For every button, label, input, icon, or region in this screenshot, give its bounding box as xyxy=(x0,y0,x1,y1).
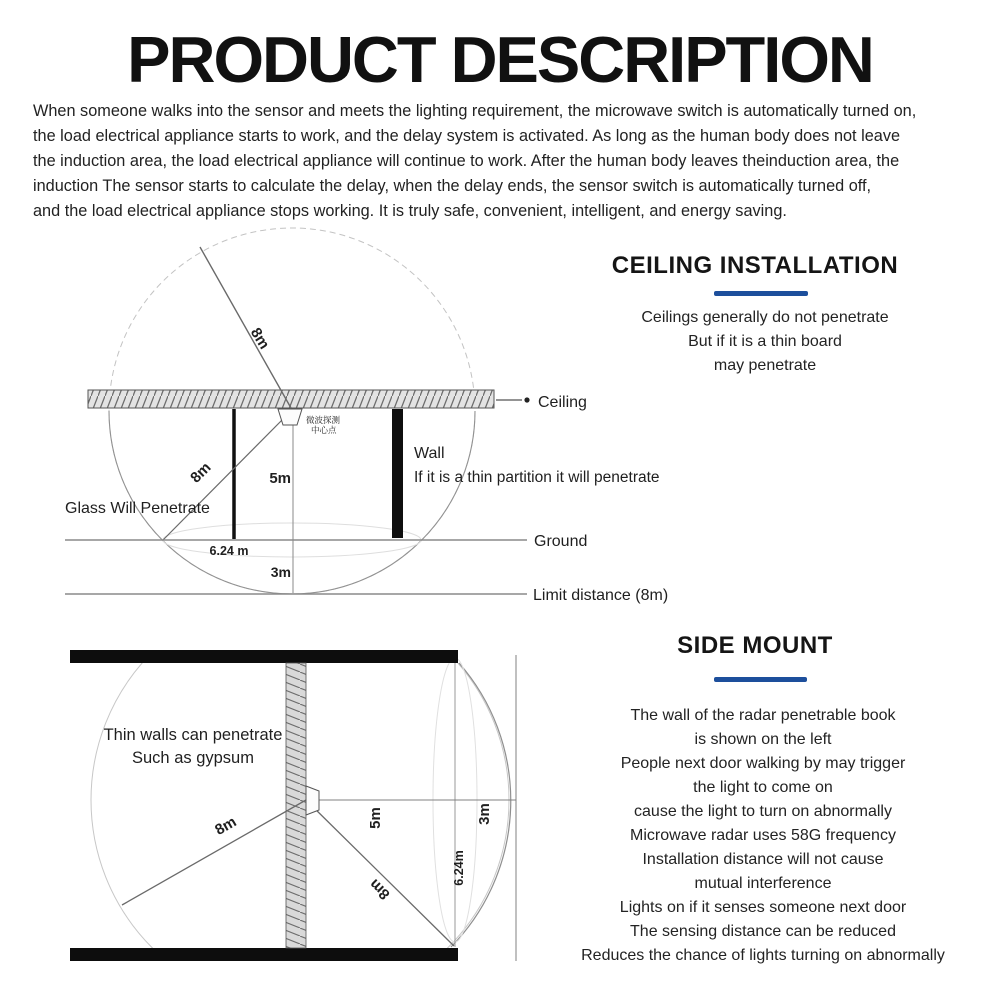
radius-8m-label: 8m xyxy=(246,324,273,353)
thin-wall-note: Thin walls can penetrate xyxy=(103,726,283,744)
ceiling-heading-underline xyxy=(714,291,808,296)
top-slab xyxy=(70,650,458,663)
side-text-line: cause the light to turn on abnormally xyxy=(634,803,892,820)
bottom-slab xyxy=(70,948,458,961)
glass-label: Glass Will Penetrate xyxy=(65,500,210,517)
wall-label: Wall xyxy=(414,445,445,462)
sensor-icon xyxy=(306,786,319,815)
intro-line: induction The sensor starts to calculate the delay, when the delay ends, the sensor switch is automatically turned off, xyxy=(33,177,872,195)
side-mount-diagram xyxy=(0,640,720,1000)
ceiling-section-heading: CEILING INSTALLATION xyxy=(611,252,899,279)
side-text-line: The wall of the radar penetrable book xyxy=(630,707,896,724)
height-5m-label: 5m xyxy=(367,807,384,829)
side-text-line: Microwave radar uses 58G frequency xyxy=(630,827,896,844)
side-section-heading: SIDE MOUNT xyxy=(677,632,833,659)
intro-line: the induction area, the load electrical appliance will continue to work. After the human body leaves theinduction area, the xyxy=(33,152,900,170)
wall-note: If it is a thin partition it will penetrate xyxy=(414,469,660,486)
intro-line: the load electrical appliance starts to work, and the delay system is activated. As long as the human body does not leave xyxy=(33,127,901,145)
left-range-line xyxy=(122,800,306,905)
extra-3m-label: 3m xyxy=(476,803,493,825)
sensor-icon xyxy=(278,409,302,425)
extra-3m-label: 3m xyxy=(270,564,291,580)
ground-radius-label: 6.24 m xyxy=(209,544,249,558)
side-text-line: Installation distance will not cause xyxy=(642,851,884,868)
slant-8m-label: 8m xyxy=(366,875,394,903)
ceiling-text-line: may penetrate xyxy=(713,357,817,374)
thin-wall-note: Such as gypsum xyxy=(132,749,254,767)
side-text-line: The sensing distance can be reduced xyxy=(630,923,896,940)
side-text-line: People next door walking by may trigger xyxy=(620,755,906,772)
intro-line: When someone walks into the sensor and meets the lighting requirement, the microwave switch is automatically turned on, xyxy=(33,102,917,120)
radius-line xyxy=(200,247,291,408)
intro-paragraph xyxy=(33,99,973,224)
ceiling-text-line: Ceilings generally do not penetrate xyxy=(641,309,889,326)
slant-8m-label: 8m xyxy=(187,459,215,487)
page-title: PRODUCT DESCRIPTION xyxy=(127,23,873,96)
side-heading-underline xyxy=(714,677,807,682)
ceiling-leader-dot xyxy=(524,397,529,402)
ceiling-label: Ceiling xyxy=(538,394,587,411)
ground-radius-label: 6.24m xyxy=(452,850,466,886)
ceiling-installation-diagram xyxy=(0,225,720,615)
ceiling-bar xyxy=(88,390,494,408)
sensor-caption-cn: 中心点 xyxy=(311,425,337,435)
side-text-line: Lights on if it senses someone next door xyxy=(619,899,907,916)
side-text-line: is shown on the left xyxy=(694,731,832,748)
side-text-line: mutual interference xyxy=(694,875,832,892)
ground-label: Ground xyxy=(534,533,588,550)
intro-line: and the load electrical appliance stops working. It is truly safe, convenient, intelligent, and energy saving. xyxy=(33,202,787,220)
wall-bar xyxy=(392,409,403,538)
range-8m-label: 8m xyxy=(212,813,240,839)
sensor-caption-cn: 微波探测 xyxy=(306,415,341,425)
height-5m-label: 5m xyxy=(269,470,291,487)
side-text-line: the light to come on xyxy=(693,779,833,796)
ceiling-text-line: But if it is a thin board xyxy=(688,333,842,350)
side-text-line: Reduces the chance of lights turning on abnormally xyxy=(581,947,945,964)
limit-label: Limit distance (8m) xyxy=(533,587,669,604)
